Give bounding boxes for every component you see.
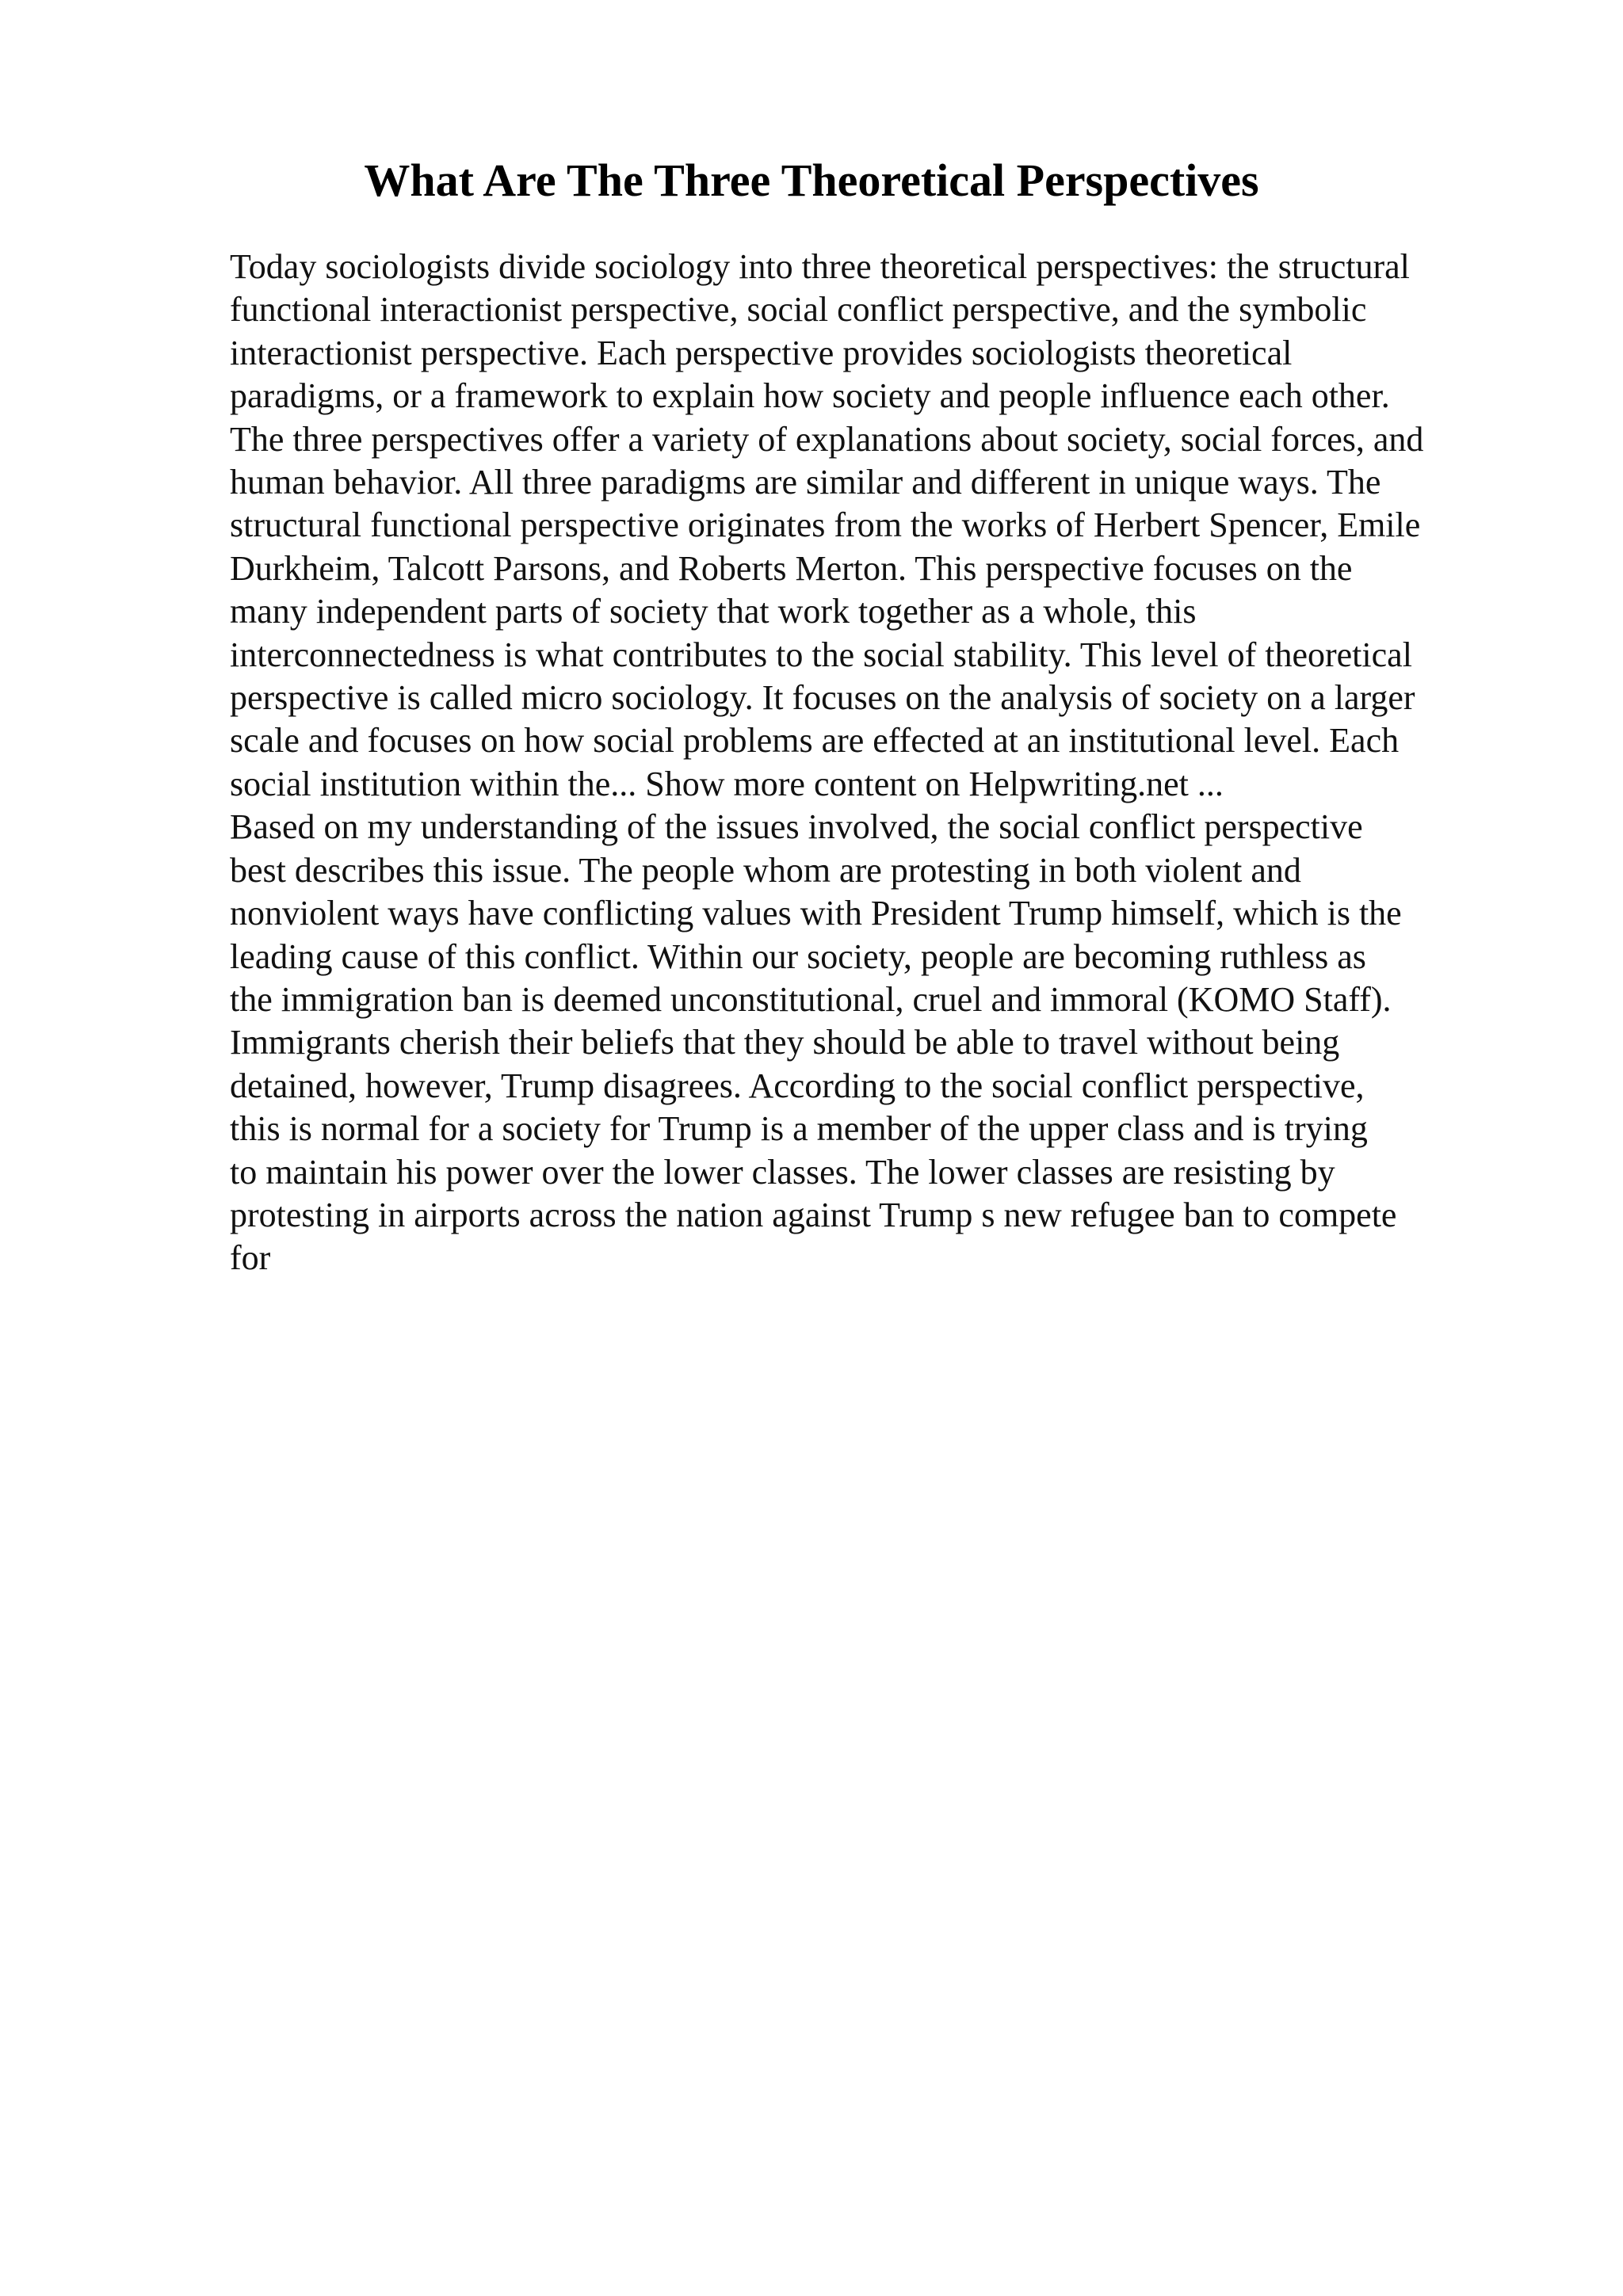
body-line-24: for — [230, 1238, 271, 1278]
body-line-23: protesting in airports across the nation against Trump s new refugee ban to compete — [230, 1195, 1397, 1234]
body-line-1: Today sociologists divide sociology into three theoretical perspectives: the structural — [230, 247, 1410, 286]
body-line-4: paradigms, or a framework to explain how society and people influence each other. — [230, 376, 1390, 416]
body-line-9: many independent parts of society that work together as a whole, this — [230, 592, 1197, 631]
body-line-16: nonviolent ways have conflicting values with President Trump himself, which is the — [230, 894, 1402, 933]
body-line-15: best describes this issue. The people whom are protesting in both violent and — [230, 850, 1301, 890]
body-line-3: interactionist perspective. Each perspective provides sociologists theoretical — [230, 333, 1293, 372]
body-line-7: structural functional perspective originates from the works of Herbert Spencer, Emile — [230, 505, 1421, 545]
body-line-12: scale and focuses on how social problems are effected at an institutional level. Each — [230, 721, 1400, 761]
body-line-18: the immigration ban is deemed unconstitutional, cruel and immoral (KOMO Staff). — [230, 979, 1392, 1019]
body-line-11: perspective is called micro sociology. It focuses on the analysis of society on a larger — [230, 678, 1415, 718]
body-line-19: Immigrants cherish their beliefs that they should be able to travel without being — [230, 1023, 1340, 1062]
body-line-17: leading cause of this conflict. Within our society, people are becoming ruthless as — [230, 936, 1366, 976]
document-title: What Are The Three Theoretical Perspectives — [364, 154, 1259, 206]
body-line-14: Based on my understanding of the issues involved, the social conflict perspective — [230, 807, 1363, 847]
document-body — [230, 246, 1514, 1280]
body-line-10: interconnectedness is what contributes to the social stability. This level of theoretical — [230, 635, 1412, 674]
body-line-5: The three perspectives offer a variety of explanations about society, social forces, and — [230, 419, 1424, 459]
body-line-21: this is normal for a society for Trump is a member of the upper class and is trying — [230, 1109, 1368, 1149]
body-line-6: human behavior. All three paradigms are similar and different in unique ways. The — [230, 463, 1381, 502]
body-line-8: Durkheim, Talcott Parsons, and Roberts Merton. This perspective focuses on the — [230, 548, 1353, 588]
body-line-22: to maintain his power over the lower classes. The lower classes are resisting by — [230, 1152, 1335, 1192]
body-line-20: detained, however, Trump disagrees. According to the social conflict perspective, — [230, 1066, 1365, 1105]
body-line-2: functional interactionist perspective, social conflict perspective, and the symbolic — [230, 290, 1367, 330]
body-line-13: social institution within the... Show more content on Helpwriting.net ... — [230, 764, 1224, 803]
